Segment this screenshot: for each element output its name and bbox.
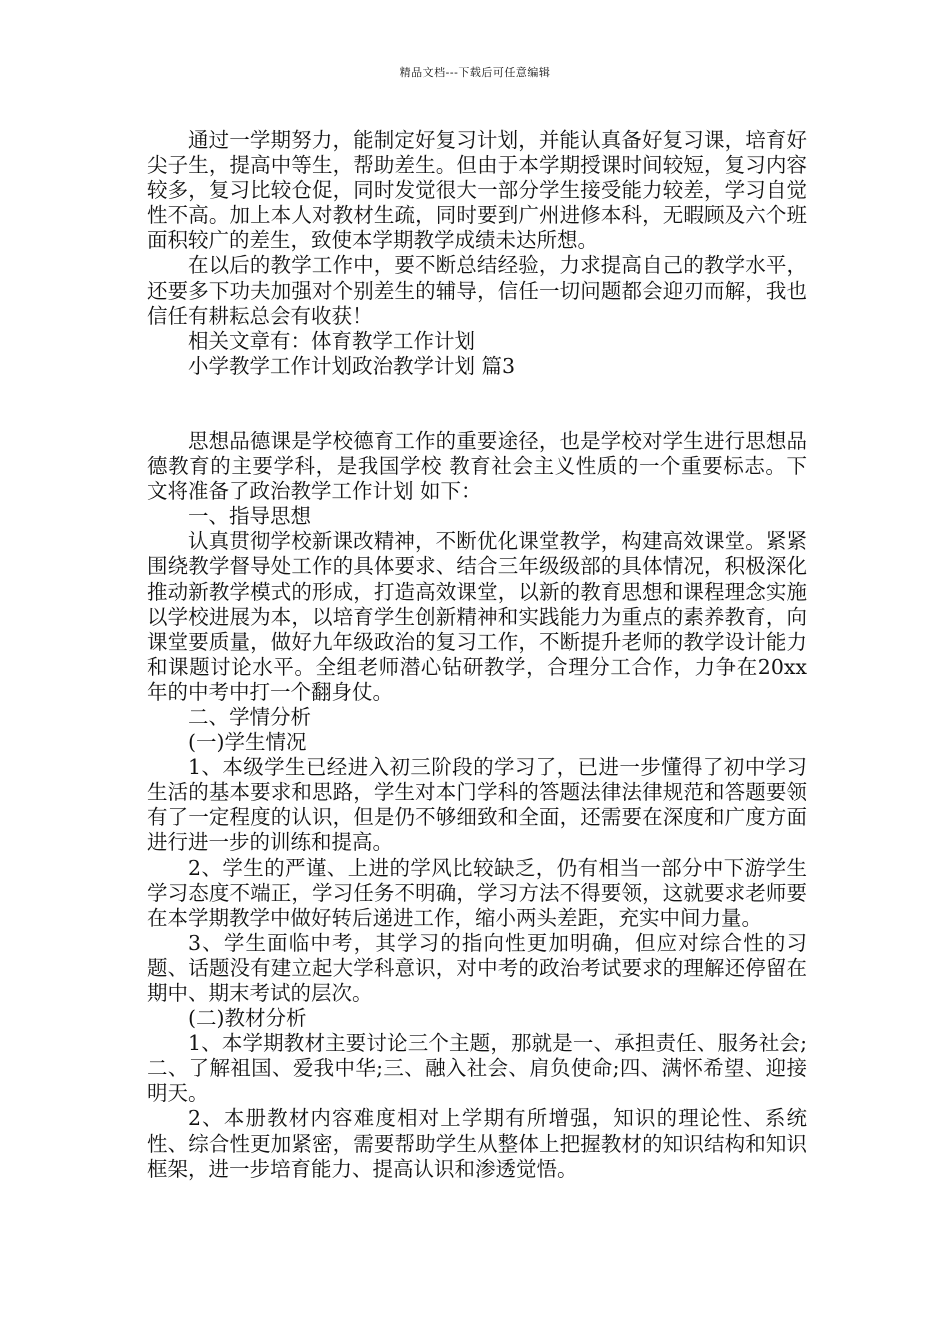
document-body [147, 128, 807, 1182]
paragraph-student-1: 1、本级学生已经进入初三阶段的学习了，已进一步懂得了初中学习生活的基本要求和思路，学生对本门学科的答题法律法律规范和答题要领有了一定程度的认识，但是仍不够细致和全面，还需要在深度和广度方面进行进一步的训练和提高。 [147, 755, 807, 855]
paragraph-textbook-1: 1、本学期教材主要讨论三个主题，那就是一、承担责任、服务社会;二、了解祖国、爱我中华;三、融入社会、肩负使命;四、满怀希望、迎接明天。 [147, 1031, 807, 1106]
paragraph-student-3: 3、学生面临中考，其学习的指向性更加明确，但应对综合性的习题、话题没有建立起大学科意识，对中考的政治考试要求的理解还停留在期中、期末考试的层次。 [147, 930, 807, 1005]
subheading-textbook-analysis: (二)教材分析 [188, 1006, 307, 1031]
paragraph-student-2: 2、学生的严谨、上进的学风比较缺乏，仍有相当一部分中下游学生学习态度不端正，学习任务不明确，学习方法不得要领，这就要求老师要在本学期教学中做好转后递进工作，缩小两头差距，充实中间力量。 [147, 855, 807, 930]
paragraph-outlook: 在以后的教学工作中，要不断总结经验，力求提高自己的教学水平，还要多下功夫加强对个别差生的辅导，信任一切问题都会迎刃而解，我也信任有耕耘总会有收获！ [147, 253, 807, 328]
related-articles: 相关文章有：体育教学工作计划 [188, 328, 475, 353]
paragraph-intro: 思想品德课是学校德育工作的重要途径，也是学校对学生进行思想品德教育的主要学科，是我国学校 教育社会主义性质的一个重要标志。下文将准备了政治教学工作计划 如下： [147, 428, 807, 504]
heading-student-analysis: 二、学情分析 [188, 704, 311, 729]
paragraph-summary: 通过一学期努力，能制定好复习计划，并能认真备好复习课，培育好尖子生，提高中等生，帮助差生。但由于本学期授课时间较短，复习内容较多，复习比较仓促，同时发觉很大一部分学生接受能力较差，学习自觉性不高。加上本人对教材生疏，同时要到广州进修本科，无暇顾及六个班面积较广的差生，致使本学期教学成绩未达所想。 [147, 128, 807, 253]
heading-guiding-thought: 一、指导思想 [188, 504, 311, 529]
section-title: 小学教学工作计划政治教学计划 篇3 [188, 353, 516, 378]
paragraph-textbook-2: 2、本册教材内容难度相对上学期有所增强，知识的理论性、系统性、综合性更加紧密，需要帮助学生从整体上把握教材的知识结构和知识框架，进一步培育能力、提高认识和渗透觉悟。 [147, 1106, 807, 1181]
paragraph-guiding-thought: 认真贯彻学校新课改精神，不断优化课堂教学，构建高效课堂。紧紧围绕教学督导处工作的具体要求、结合三年级级部的具体情况，积极深化推动新教学模式的形成，打造高效课堂，以新的教育思想和课程理念实施以学校进展为本，以培育学生创新精神和实践能力为重点的素养教育，向课堂要质量，做好九年级政治的复习工作，不断提升老师的教学设计能力和课题讨论水平。全组老师潜心钻研教学，合理分工合作，力争在20xx年的中考中打一个翻身仗。 [147, 529, 807, 704]
page-header: 精品文档---下载后可任意编辑 [399, 66, 551, 79]
subheading-student-situation: (一)学生情况 [188, 730, 307, 755]
